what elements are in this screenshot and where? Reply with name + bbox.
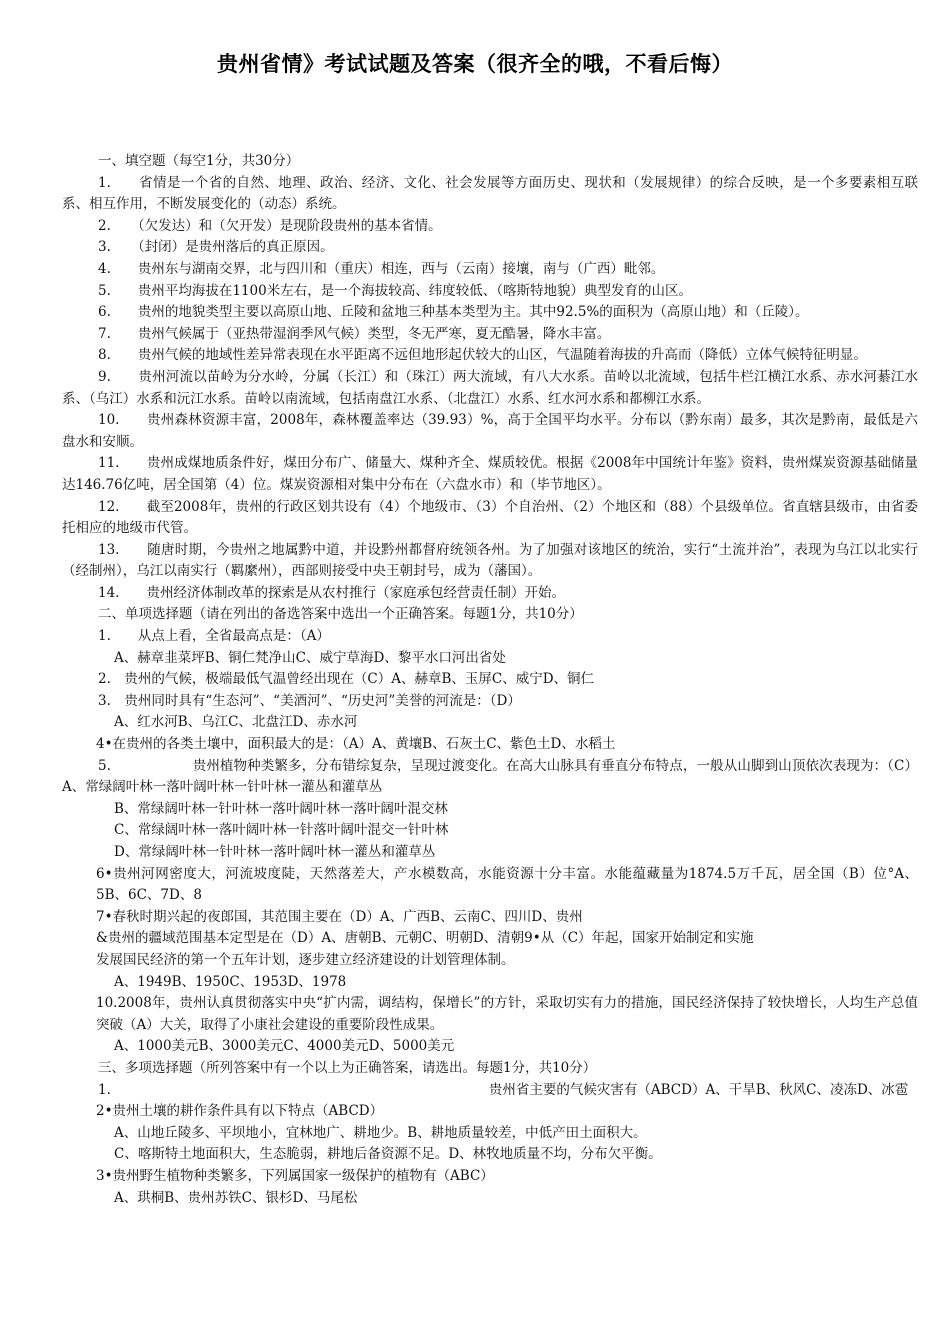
text-line: 11. 贵州成煤地质条件好，煤田分布广、储量大、煤种齐全、煤质较优。根据《2008年中国统计年鉴》资料，贵州煤炭资源基础储量达146.76亿吨，居全国第（4）位。煤炭资源相对集中分布在（六盘水市）和（毕节地区）。	[62, 455, 918, 493]
text-line: 2•贵州土壤的耕作条件具有以下特点（ABCD）	[96, 1103, 384, 1120]
text-line: 3•贵州野生植物种类繁多，下列属国家一级保护的植物有（ABC）	[96, 1167, 494, 1184]
text-line: 10. 贵州森林资源丰富，2008年，森林覆盖率达（39.93）%，高于全国平均水平。分布以（黔东南）最多，其次是黔南，最低是六盘水和安顺。	[62, 412, 918, 450]
text-line: 6. 贵州的地貌类型主要以高原山地、丘陵和盆地三种基本类型为主。其中92.5%的面积为（高原山地）和（丘陵）。	[98, 304, 809, 321]
text-line: C、常绿阔叶林一落叶阔叶林一针落叶阔叶混交一针叶林	[114, 822, 449, 839]
text-line: 发展国民经济的第一个五年计划，逐步建立经济建设的计划管理体制。	[96, 951, 515, 968]
text-line: 10.2008年，贵州认真贯彻落实中央“扩内需，调结构，保增长”的方针，采取切实有力的措施，国民经济保持了较快增长，人均生产总值突破（A）大关，取得了小康社会建设的重要阶段性成果。	[96, 995, 918, 1033]
text-line: 9. 贵州河流以苗岭为分水岭，分属（长江）和（珠江）两大流域，有八大水系。苗岭以北流域，包括牛栏江横江水系、赤水河綦江水系、（乌江）水系和沅江水系。苗岭以南流域，包括南盘江水系、（北盘江）水系、红水河水系和都柳江水系。	[62, 368, 918, 407]
text-line: A、珙桐B、贵州苏铁C、银杉D、马尾松	[114, 1189, 358, 1206]
text-line: 5. 贵州植物种类繁多，分布错综复杂，呈现过渡变化。在高大山脉具有垂直分布特点，一般从山脚到山顶依次表现为：（C）A、常绿阔叶林一落叶阔叶林一针叶林一灌丛和灌草丛	[62, 757, 918, 796]
text-line: A、赫章韭菜坪B、铜仁梵净山C、威宁草海D、黎平水口河出省处	[114, 649, 506, 666]
text-line: &贵州的疆域范围基本定型是在（D）A、唐朝B、元朝C、明朝D、清朝9•从（C）年起，国家开始制定和实施	[96, 930, 754, 947]
text-line: A、山地丘陵多、平坝地小，宜林地广、耕地少。B、耕地质量较差，中低产田土面积大。	[114, 1124, 647, 1141]
text-line: A、1949B、1950C、1953D、1978	[114, 973, 347, 990]
text-line: A、红水河B、乌江C、北盘江D、赤水河	[114, 714, 358, 731]
text-line: 三、多项选择题（所列答案中有一个以上为正确答案，请选出。每题1分，共10分）	[98, 1059, 597, 1076]
text-line: 7. 贵州气候属于（亚热带湿润季风气候）类型，冬无严寒，夏无酷暑，降水丰富。	[98, 325, 611, 342]
text-line: 4. 贵州东与湖南交界，北与四川和（重庆）相连，西与（云南）接壤，南与（广西）毗邻。	[98, 260, 665, 277]
text-line: 2. （欠发达）和（欠开发）是现阶段贵州的基本省情。	[98, 217, 442, 234]
text-line: 1. 从点上看，全省最高点是：（A）	[98, 628, 330, 645]
text-line: 2. 贵州的气候，极端最低气温曾经出现在（C）A、赫章B、玉屏C、威宁D、铜仁	[98, 671, 595, 688]
text-line: D、常绿阔叶林一针叶林一落叶阔叶林一灌丛和灌草丛	[114, 844, 436, 860]
text-line: 14. 贵州经济体制改革的探索是从农村推行（家庭承包经营责任制）开始。	[98, 584, 565, 601]
text-line: 7•春秋时期兴起的夜郎国，其范围主要在（D）A、广西B、云南C、四川D、贵州	[96, 908, 583, 925]
text-line: 3. 贵州同时具有“生态河”、“美酒河”、“历史河”美誉的河流是：（D）	[98, 692, 521, 709]
text-line: 6•贵州河网密度大，河流坡度陡，天然落差大，产水模数高，水能资源十分丰富。水能蕴藏量为1874.5万千瓦，居全国（B）位°A、5B、6C、7D、8	[96, 865, 918, 904]
text-line: 8. 贵州气候的地域性差异常表现在水平距离不远但地形起伏较大的山区，气温随着海拔的升高而（降低）立体气候特征明显。	[98, 347, 867, 364]
document-body	[62, 151, 918, 1209]
text-line: 13. 随唐时期，今贵州之地属黔中道，并设黔州都督府统领各州。为了加强对该地区的统治，实行“土流并治”，表现为乌江以北实行（经制州），乌江以南实行（羁縻州），西部则接受中央王朝封号，成为（藩国）。	[62, 541, 918, 580]
text-line: C、喀斯特土地面积大，生态脆弱，耕地后备资源不足。D、林牧地质量不均，分布欠平衡。	[114, 1146, 662, 1163]
text-line: 一、填空题（每空1分，共30分）	[98, 153, 300, 169]
document-title: 贵州省情》考试试题及答案（很齐全的哦，不看后悔）	[217, 52, 733, 76]
text-line: 3. （封闭）是贵州落后的真正原因。	[98, 239, 334, 256]
text-line: 二、单项选择题（请在列出的备选答案中选出一个正确答案。每题1分，共10分）	[98, 606, 583, 623]
text-line: 1. 贵州省主要的气候灾害有（ABCD）A、干旱B、秋风C、凌冻D、冰雹	[98, 1081, 909, 1098]
text-line: A、1000美元B、3000美元C、4000美元D、5000美元	[114, 1038, 455, 1055]
text-line: B、常绿阔叶林一针叶林一落叶阔叶林一落叶阔叶混交林	[114, 800, 448, 817]
text-line: 4•在贵州的各类土壤中，面积最大的是：（A）A、黄壤B、石灰土C、紫色土D、水稻土	[96, 736, 616, 753]
text-line: 1. 省情是一个省的自然、地理、政治、经济、文化、社会发展等方面历史、现状和（发展规律）的综合反映，是一个多要素相互联系、相互作用，不断发展变化的（动态）系统。	[62, 174, 918, 213]
text-line: 12. 截至2008年，贵州的行政区划共设有（4）个地级市、（3）个自治州、（2）个地区和（88）个县级单位。省直辖县级市，由省委托相应的地级市代管。	[62, 498, 918, 537]
text-line: 5. 贵州平均海拔在1100米左右，是一个海拔较高、纬度较低、（喀斯特地貌）典型发育的山区。	[98, 282, 692, 299]
